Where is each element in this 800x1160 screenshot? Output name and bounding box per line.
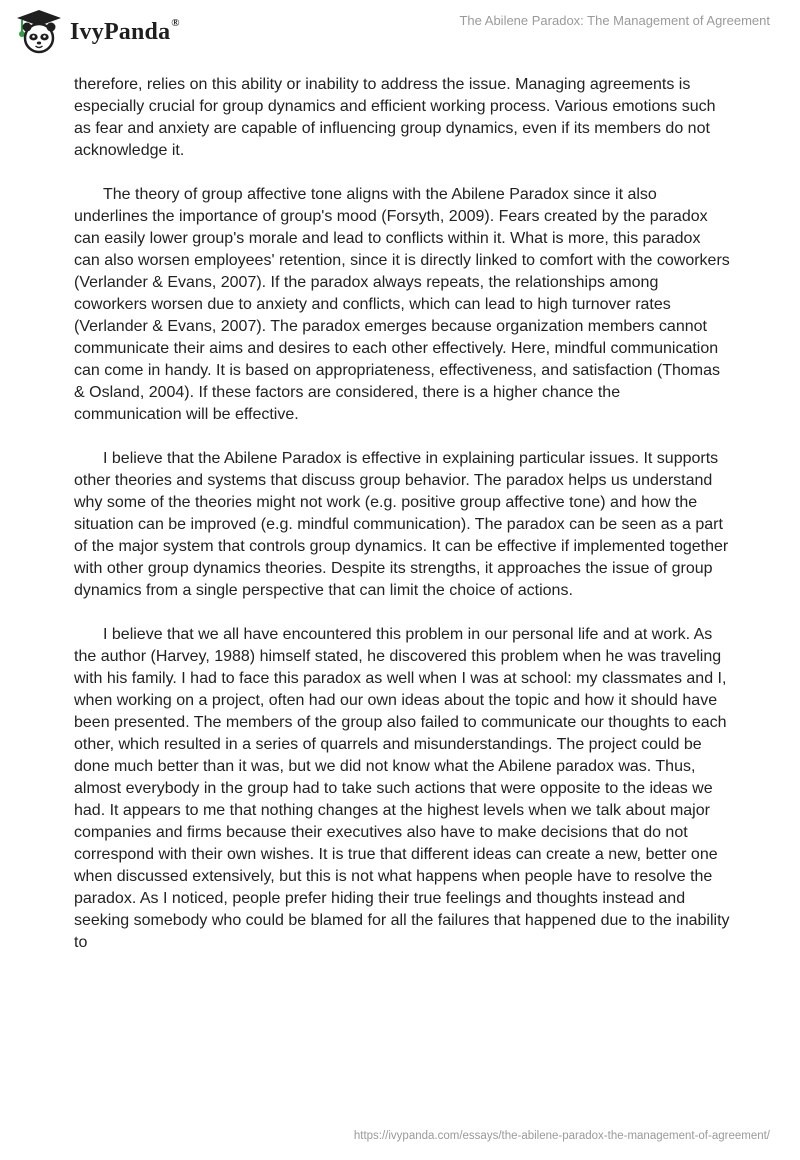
page-header bbox=[0, 0, 800, 70]
document-title: The Abilene Paradox: The Management of Agreement bbox=[459, 13, 770, 28]
paragraph: The theory of group affective tone aligns with the Abilene Paradox since it also underlines the importance of group's mood (Forsyth, 2009). Fears created by the paradox can easily lower group's morale and lead to conflicts within it. What is more, this paradox can also worsen employees' retention, since it is directly linked to comfort with the coworkers (Verlander & Evans, 2007). If the paradox always repeats, the relationships among coworkers worsen due to anxiety and conflicts, which can lead to high turnover rates (Verlander & Evans, 2007). The paradox emerges because organization members cannot communicate their aims and desires to each other effectively. Here, mindful communication can come in handy. It is based on appropriateness, effectiveness, and satisfaction (Thomas & Osland, 2004). If these factors are considered, there is a higher chance the communication will be effective. bbox=[74, 186, 730, 423]
essay-body bbox=[74, 74, 730, 976]
paragraph: I believe that the Abilene Paradox is effective in explaining particular issues. It supports other theories and systems that discuss group behavior. The paradox helps us understand why some of the theories might not work (e.g. positive group affective tone) and how the situation can be improved (e.g. mindful communication). The paradox can be seen as a part of the major system that controls group dynamics. It can be effective if implemented together with other group dynamics theories. Despite its strengths, it approaches the issue of group dynamics from a single perspective that can limit the choice of actions. bbox=[74, 450, 729, 599]
logo-text: IvyPanda bbox=[70, 18, 171, 45]
logo-wordmark bbox=[70, 16, 180, 46]
ivypanda-logo[interactable] bbox=[14, 8, 180, 56]
panda-graduate-icon bbox=[14, 8, 64, 56]
paragraph: therefore, relies on this ability or inability to address the issue. Managing agreements is especially crucial for group dynamics and efficient working process. Various emotions such as fear and anxiety are capable of influencing group dynamics, even if its members do not acknowledge it. bbox=[74, 76, 716, 159]
registered-mark: ® bbox=[171, 16, 180, 29]
source-url-link[interactable]: https://ivypanda.com/essays/the-abilene-paradox-the-management-of-agreement/ bbox=[353, 1130, 770, 1142]
paragraph: I believe that we all have encountered this problem in our personal life and at work. As the author (Harvey, 1988) himself stated, he discovered this problem when he was traveling with his family. I had to face this paradox as well when I was at school: my classmates and I, when working on a project, often had our own ideas about the topic and how it should have been presented. The members of the group also failed to communicate our thoughts to each other, which resulted in a series of quarrels and misunderstandings. The project could be done much better than it was, but we did not know what the Abilene paradox was. Thus, almost everybody in the group had to take such actions that were opposite to the ideas we had. It appears to me that nothing changes at the highest levels when we talk about major companies and firms because their executives also have to make decisions that do not correspond with their own wishes. It is true that different ideas can create a new, better one when discussed extensively, but this is not what happens when people have to resolve the paradox. As I noticed, people prefer hiding their true feelings and thoughts instead and seeking somebody who could be blamed for all the failures that happened due to the inability to bbox=[74, 626, 730, 951]
